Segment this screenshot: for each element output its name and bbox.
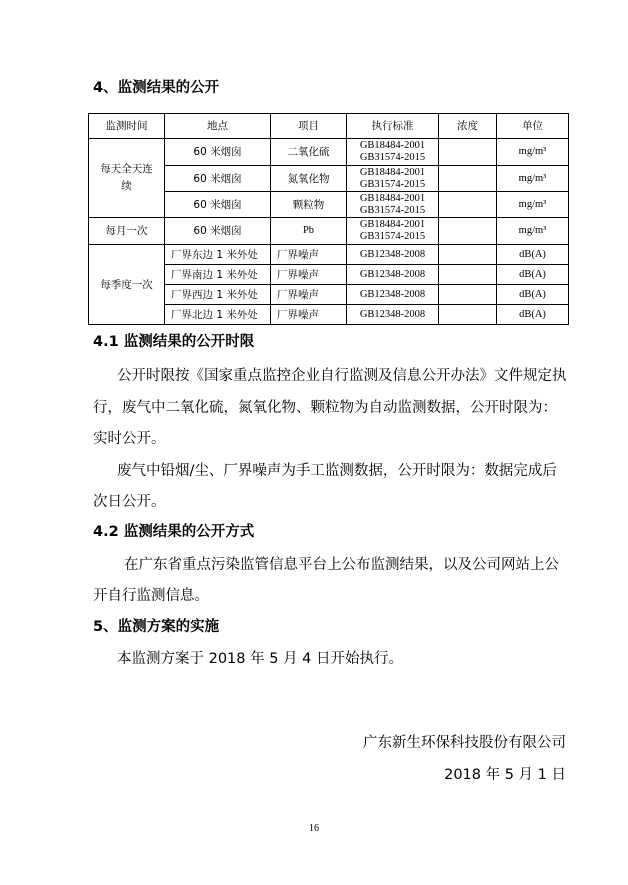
concentration-cell (439, 166, 497, 192)
unit-cell: mg/m³ (497, 166, 569, 192)
paragraph-line: 行，废气中二氧化硫，氮氧化物、颗粒物为自动监测数据，公开时限为： (93, 400, 557, 416)
table-row (89, 218, 569, 245)
standard-1: GB18484-2001 (359, 192, 426, 204)
item-cell: Pb (271, 218, 347, 245)
concentration-cell (439, 265, 497, 285)
standard-2: GB31574-2015 (359, 152, 426, 163)
paragraph-line: 实时公开。 (93, 431, 166, 447)
unit-cell: dB(A) (497, 245, 569, 265)
standard-cell (347, 192, 439, 218)
standard-1: GB18484-2001 (359, 219, 426, 230)
location-cell: 厂界北边 1 米外处 (165, 305, 271, 325)
standard-1: GB18484-2001 (359, 140, 426, 151)
standard-cell: GB12348-2008 (347, 245, 439, 265)
header-cell: 监测时间 (89, 114, 165, 139)
paragraph-line: 公开时限按《国家重点监控企业自行监测及信息公开办法》文件规定执 (117, 368, 567, 384)
group-cell-quarterly: 每季度一次 (89, 245, 165, 325)
header-cell: 浓度 (439, 114, 497, 139)
concentration-cell (439, 285, 497, 305)
standard-cell: GB12348-2008 (347, 285, 439, 305)
item-cell: 厂界噪声 (271, 265, 347, 285)
section-4-2-heading: 4.2 监测结果的公开方式 (93, 524, 255, 540)
unit-cell: dB(A) (497, 265, 569, 285)
unit-cell: dB(A) (497, 285, 569, 305)
page-number: 16 (309, 823, 319, 834)
standard-cell: GB12348-2008 (347, 305, 439, 325)
standard-2: GB31574-2015 (359, 231, 426, 242)
table-row (89, 245, 569, 265)
section-4-1-heading: 4.1 监测结果的公开时限 (93, 334, 255, 350)
group-cell-daily: 每天全天连续 (89, 139, 165, 218)
monitoring-results-table (88, 113, 569, 325)
concentration-cell (439, 139, 497, 166)
standard-cell (347, 218, 439, 245)
concentration-cell (439, 245, 497, 265)
concentration-cell (439, 305, 497, 325)
item-cell: 氮氧化物 (271, 166, 347, 192)
unit-cell: mg/m³ (497, 139, 569, 166)
table-header-row (89, 114, 569, 139)
item-cell: 厂界噪声 (271, 245, 347, 265)
location-cell: 厂界东边 1 米外处 (165, 245, 271, 265)
standard-cell (347, 166, 439, 192)
unit-cell: dB(A) (497, 305, 569, 325)
section-4-heading: 4、监测结果的公开 (93, 80, 220, 96)
header-cell: 单位 (497, 114, 569, 139)
location-cell: 厂界南边 1 米外处 (165, 265, 271, 285)
header-cell: 项目 (271, 114, 347, 139)
standard-2: GB31574-2015 (359, 204, 426, 216)
location-cell: 60 米烟囱 (165, 192, 271, 218)
paragraph-line: 在广东省重点污染监管信息平台上公布监测结果，以及公司网站上公 (124, 557, 559, 573)
unit-cell: mg/m³ (497, 218, 569, 245)
concentration-cell (439, 192, 497, 218)
item-cell: 二氧化硫 (271, 139, 347, 166)
item-cell: 颗粒物 (271, 192, 347, 218)
concentration-cell (439, 218, 497, 245)
header-cell: 执行标准 (347, 114, 439, 139)
section-5-heading: 5、监测方案的实施 (93, 619, 220, 635)
table-row (89, 139, 569, 166)
company-signature: 广东新生环保科技股份有限公司 (363, 735, 566, 751)
location-cell: 60 米烟囱 (165, 218, 271, 245)
location-cell: 60 米烟囱 (165, 139, 271, 166)
group-cell-monthly: 每月一次 (89, 218, 165, 245)
standard-cell (347, 139, 439, 166)
signature-date: 2018 年 5 月 1 日 (444, 767, 566, 783)
paragraph-line: 废气中铅烟/尘、厂界噪声为手工监测数据，公开时限为：数据完成后 (117, 463, 557, 479)
header-cell: 地点 (165, 114, 271, 139)
item-cell: 厂界噪声 (271, 305, 347, 325)
item-cell: 厂界噪声 (271, 285, 347, 305)
location-cell: 60 米烟囱 (165, 166, 271, 192)
standard-2: GB31574-2015 (359, 178, 426, 190)
location-cell: 厂界西边 1 米外处 (165, 285, 271, 305)
paragraph-line: 开自行监测信息。 (93, 588, 209, 604)
standard-cell: GB12348-2008 (347, 265, 439, 285)
unit-cell: mg/m³ (497, 192, 569, 218)
standard-1: GB18484-2001 (359, 166, 426, 178)
section-5-text: 本监测方案于 2018 年 5 月 4 日开始执行。 (117, 651, 404, 667)
paragraph-line: 次日公开。 (93, 494, 166, 510)
